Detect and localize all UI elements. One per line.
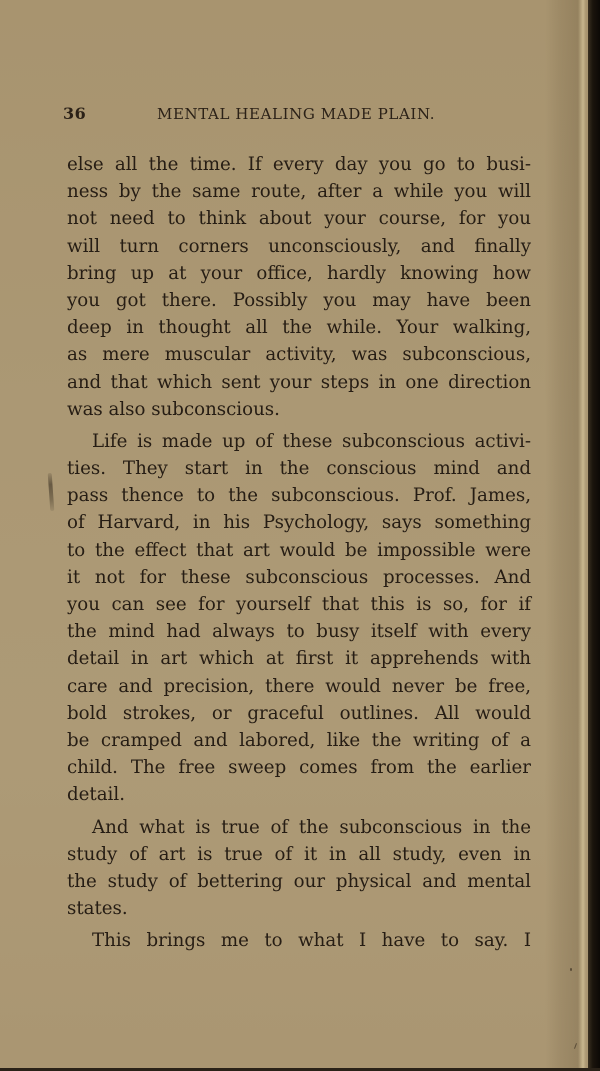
text-line: was also subconscious.: [67, 398, 280, 420]
text-line: the study of bettering our physical and mental: [67, 870, 531, 892]
text-line: be cramped and labored, like the writing of a: [67, 729, 531, 751]
page-edge-shadow: [588, 0, 600, 1071]
text-line: it not for these subconscious processes. And: [67, 566, 531, 588]
text-line: and that which sent your steps in one direction: [67, 371, 531, 393]
text-line: to the effect that art would be impossible were: [67, 539, 531, 561]
text-line: And what is true of the subconscious in the: [92, 816, 531, 838]
text-line: as mere muscular activity, was subconscious,: [67, 344, 531, 366]
text-line: not need to think about your course, for you: [67, 208, 531, 230]
paragraph: [67, 428, 531, 809]
text-line: you can see for yourself that this is so, for if: [67, 594, 531, 615]
margin-pencil-mark: [48, 473, 55, 511]
text-line: child. The free sweep comes from the earlier: [67, 757, 531, 779]
paragraph: [67, 151, 531, 423]
text-line: of Harvard, in his Psychology, says something: [67, 512, 531, 534]
text-line: detail in art which at first it apprehends with: [67, 648, 531, 670]
text-line: detail.: [67, 784, 125, 806]
page-number: 36: [63, 104, 87, 123]
text-line: will turn corners unconsciously, and finally: [67, 235, 531, 257]
text-line: This brings me to what I have to say. I: [92, 930, 531, 952]
text-line: pass thence to the subconscious. Prof. James,: [67, 485, 531, 507]
text-line: the mind had always to busy itself with every: [67, 621, 531, 643]
text-line: study of art is true of it in all study, even in: [67, 843, 531, 865]
body-text: [67, 151, 531, 954]
paragraph: [67, 927, 531, 954]
text-line: states.: [67, 898, 128, 920]
text-line: ness by the same route, after a while you will: [67, 181, 531, 203]
text-line: care and precision, there would never be free,: [67, 675, 531, 697]
paragraph: [67, 814, 531, 923]
paper-speck: [574, 1043, 577, 1049]
paper-speck: [570, 968, 572, 971]
text-line: bring up at your office, hardly knowing how: [67, 262, 531, 284]
text-line: Life is made up of these subconscious activi-: [92, 430, 531, 452]
text-line: else all the time. If every day you go to busi-: [67, 154, 531, 175]
text-line: bold strokes, or graceful outlines. All would: [67, 702, 531, 724]
text-line: you got there. Possibly you may have been: [67, 289, 531, 311]
running-head-title: MENTAL HEALING MADE PLAIN.: [157, 105, 436, 123]
text-line: deep in thought all the while. Your walking,: [67, 317, 531, 339]
running-head: [63, 104, 540, 128]
text-line: ties. They start in the conscious mind and: [67, 458, 531, 480]
